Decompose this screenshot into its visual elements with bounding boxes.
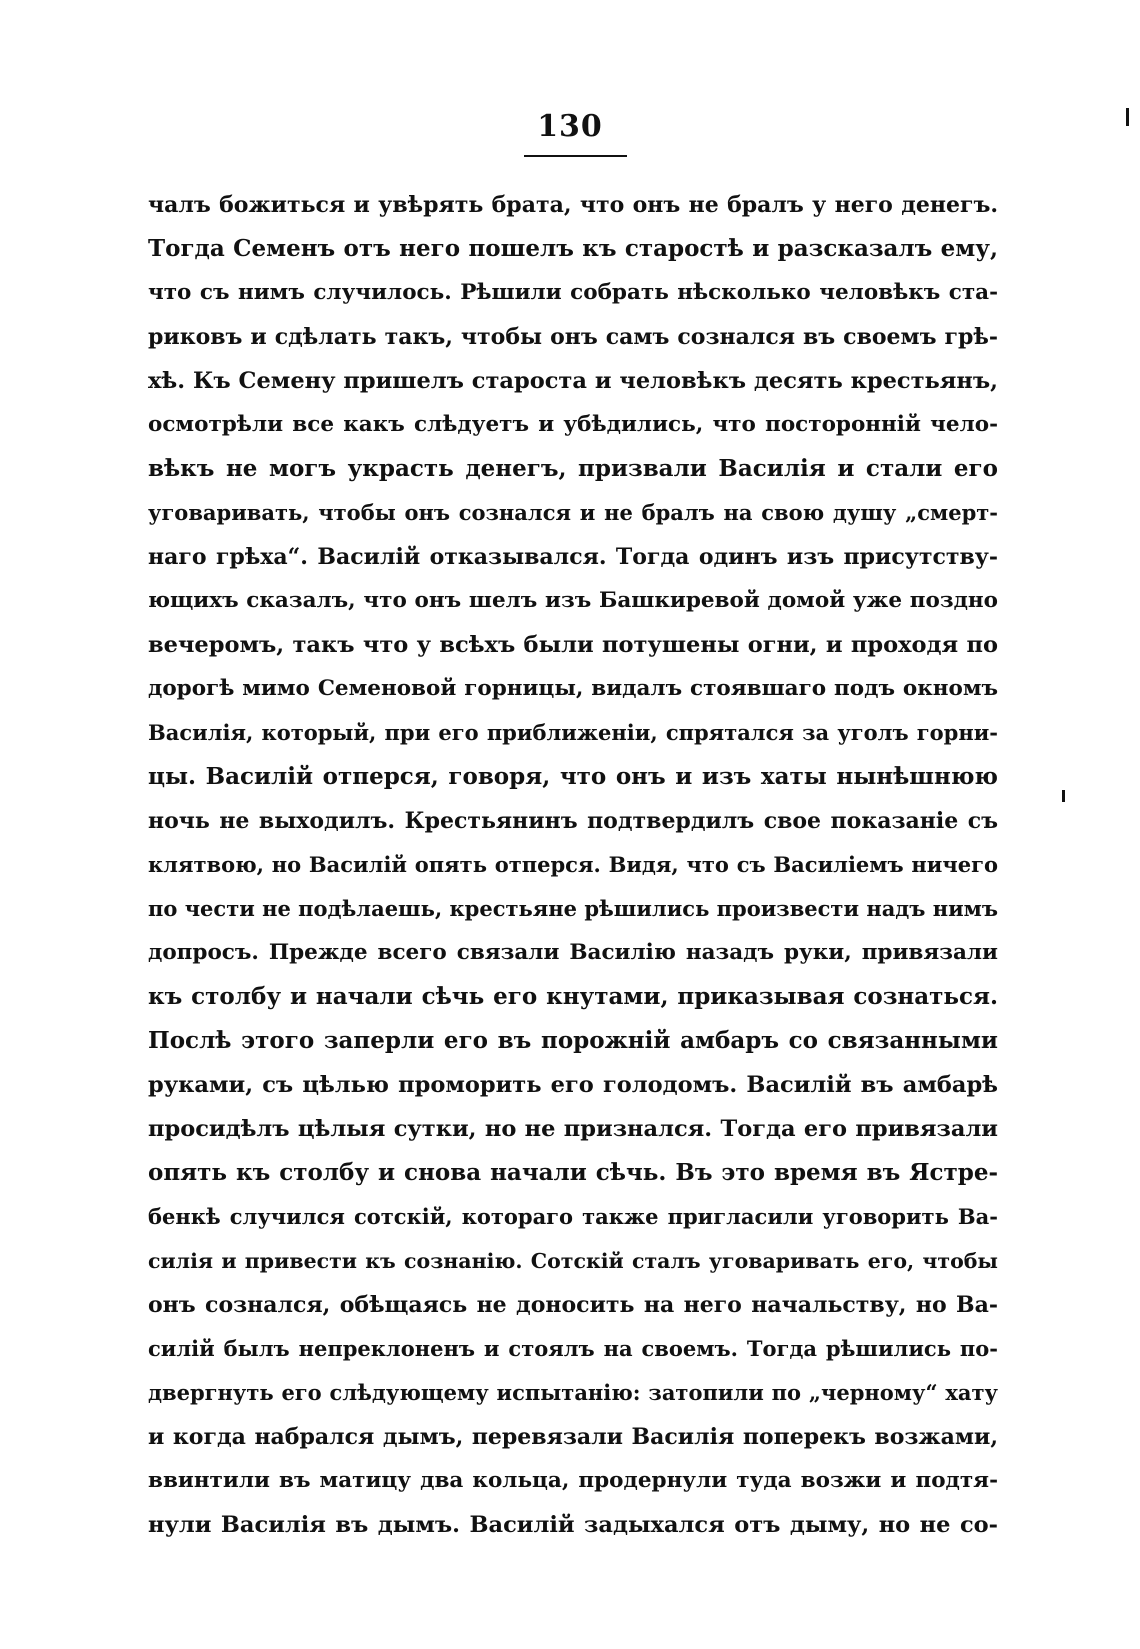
text-line: уговаривать, чтобы онъ сознался и не бралъ на свою душу „смерт- [148,500,998,525]
text-line: допросъ. Прежде всего связали Василію назадъ руки, привязали [148,940,998,965]
text-line: вечеромъ, такъ что у всѣхъ были потушены огни, и проходя по [148,632,998,658]
text-line: Послѣ этого заперли его въ порожній амбаръ со связанными [148,1027,998,1054]
page-number: 130 [537,109,603,144]
text-line: ющихъ сказалъ, что онъ шелъ изъ Башкиревой домой уже поздно [148,588,998,613]
text-line: дорогѣ мимо Семеновой горницы, видалъ стоявшаго подъ окномъ [148,676,998,701]
scan-mark [1062,790,1065,802]
text-line: опять къ столбу и снова начали сѣчь. Въ это время въ Ястре- [148,1159,998,1186]
text-line: силій былъ непреклоненъ и стоялъ на своемъ. Тогда рѣшились по- [148,1336,998,1361]
text-line: руками, съ цѣлью проморить его голодомъ. Василій въ амбарѣ [148,1072,998,1098]
text-line: ввинтили въ матицу два кольца, продернули туда возжи и подтя- [148,1468,998,1493]
text-line: вѣкъ не могъ украсть денегъ, призвали Василія и стали его [148,455,998,482]
text-line: силія и привести къ сознанію. Сотскій сталъ уговаривать его, чтобы [148,1249,998,1273]
text-line: риковъ и сдѣлать такъ, чтобы онъ самъ сознался въ своемъ грѣ- [148,324,998,350]
page-number-rule [524,155,627,157]
text-line: по чести не подѣлаешь, крестьяне рѣшились произвести надъ нимъ [148,896,998,921]
text-line: наго грѣха“. Василій отказывался. Тогда одинъ изъ присутству- [148,544,998,570]
scan-mark [1126,108,1129,126]
text-line: цы. Василій отперся, говоря, что онъ и изъ хаты нынѣшнюю [148,763,998,790]
text-line: къ столбу и начали сѣчь его кнутами, приказывая сознаться. [148,983,998,1010]
text-line: Василія, который, при его приближеніи, спрятался за уголъ горни- [148,720,998,745]
text-line: ночь не выходилъ. Крестьянинъ подтвердилъ свое показаніе съ [148,808,998,834]
text-line: нули Василія въ дымъ. Василій задыхался отъ дыму, но не со- [148,1512,998,1538]
text-line: онъ сознался, обѣщаясь не доносить на него начальству, но Ва- [148,1292,998,1318]
text-line: хѣ. Къ Семену пришелъ староста и человѣкъ десять крестьянъ, [148,368,998,394]
text-line: Тогда Семенъ отъ него пошелъ къ старостѣ и разсказалъ ему, [148,235,998,262]
text-line: чалъ божиться и увѣрять брата, что онъ не бралъ у него денегъ. [148,192,998,218]
text-line: двергнуть его слѣдующему испытанію: затопили по „черному“ хату [148,1380,998,1405]
text-line: что съ нимъ случилось. Рѣшили собрать нѣсколько человѣкъ ста- [148,280,998,305]
body-text [148,183,998,1547]
text-line: просидѣлъ цѣлыя сутки, но не признался. Тогда его привязали [148,1116,998,1142]
text-line: клятвою, но Василій опять отперся. Видя, что съ Василіемъ ничего [148,852,998,877]
text-line: и когда набрался дымъ, перевязали Василія поперекъ возжами, [148,1424,998,1450]
text-line: бенкѣ случился сотскій, котораго также пригласили уговорить Ва- [148,1204,998,1229]
text-line: осмотрѣли все какъ слѣдуетъ и убѣдились, что посторонній чело- [148,412,998,437]
